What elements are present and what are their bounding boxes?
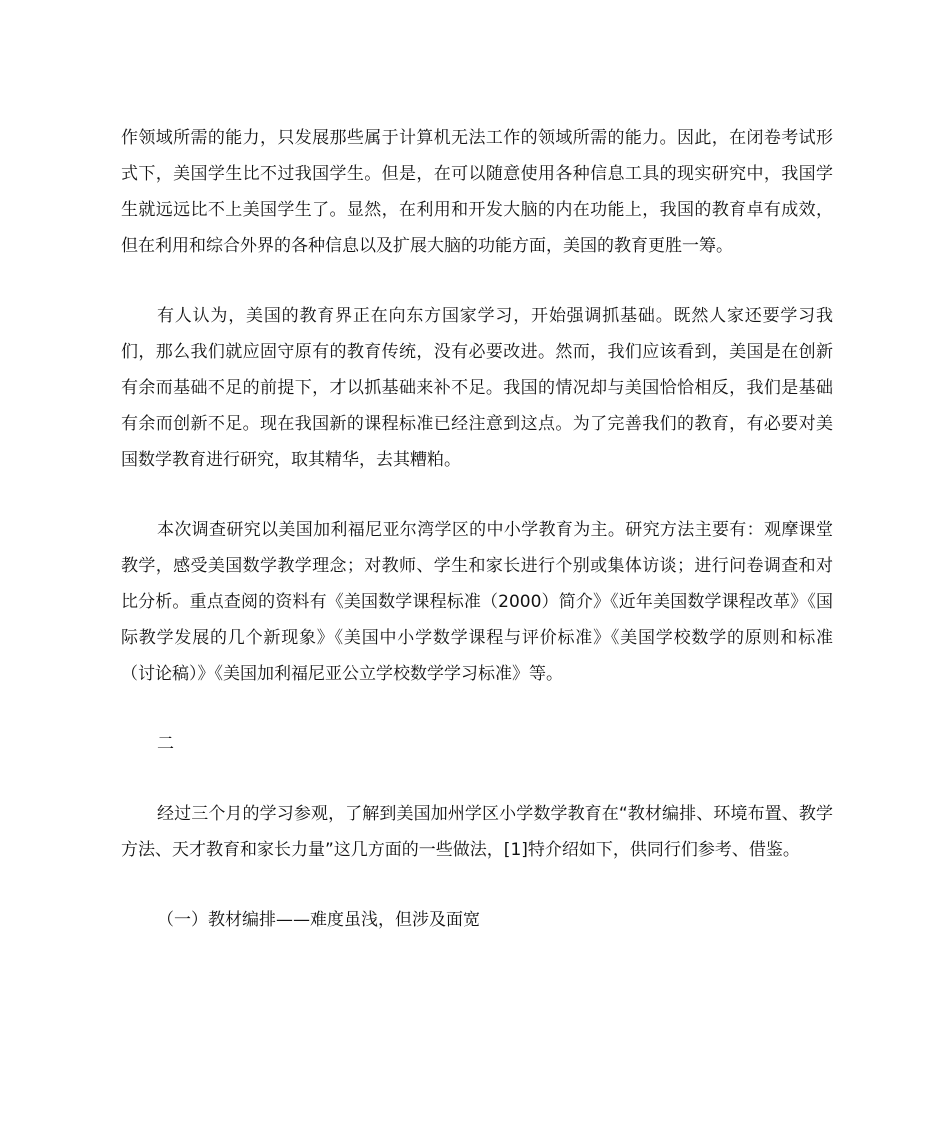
paragraph-east-learning: 有人认为，美国的教育界正在向东方国家学习，开始强调抓基础。既然人家还要学习我们，那么我们就应固守原有的教育传统，没有必要改进。然而，我们应该看到，美国是在创新有余而基础不足的前提下，才以抓基础来补不足。我国的情况却与美国恰恰相反，我们是基础有余而创新不足。现在我国新的课程标准已经注意到这点。为了完善我们的教育，有必要对美国数学教育进行研究，取其精华，去其糟粕。 (121, 306, 833, 470)
paragraph-introduction: 经过三个月的学习参观，了解到美国加州学区小学数学教育在“教材编排、环境布置、教学方法、天才教育和家长力量”这几方面的一些做法，[1]特介绍如下，供同行们参考、借鉴。 (121, 804, 833, 860)
paragraph-research-method: 本次调查研究以美国加利福尼亚尔湾学区的中小学教育为主。研究方法主要有：观摩课堂教学，感受美国数学教学理念；对教师、学生和家长进行个别或集体访谈；进行问卷调查和对比分析。重点查阅的资料有《美国数学课程标准（2000）简介》《近年美国数学课程改革》《国际教学发展的几个新现象》《美国中小学数学课程与评价标准》《美国学校数学的原则和标准（讨论稿）》《美国加利福尼亚公立学校数学学习标准》等。 (121, 520, 833, 684)
paragraph-continuation: 作领域所需的能力，只发展那些属于计算机无法工作的领域所需的能力。因此，在闭卷考试形式下，美国学生比不过我国学生。但是，在可以随意使用各种信息工具的现实研究中，我国学生就远远比不上美国学生了。显然，在利用和开发大脑的内在功能上，我国的教育卓有成效，但在利用和综合外界的各种信息以及扩展大脑的功能方面，美国的教育更胜一筹。 (121, 128, 833, 256)
document-body (121, 120, 833, 938)
section-heading-two: 二 (157, 734, 174, 754)
subsection-heading-textbook: （一）教材编排——难度虽浅，但涉及面宽 (157, 910, 480, 930)
